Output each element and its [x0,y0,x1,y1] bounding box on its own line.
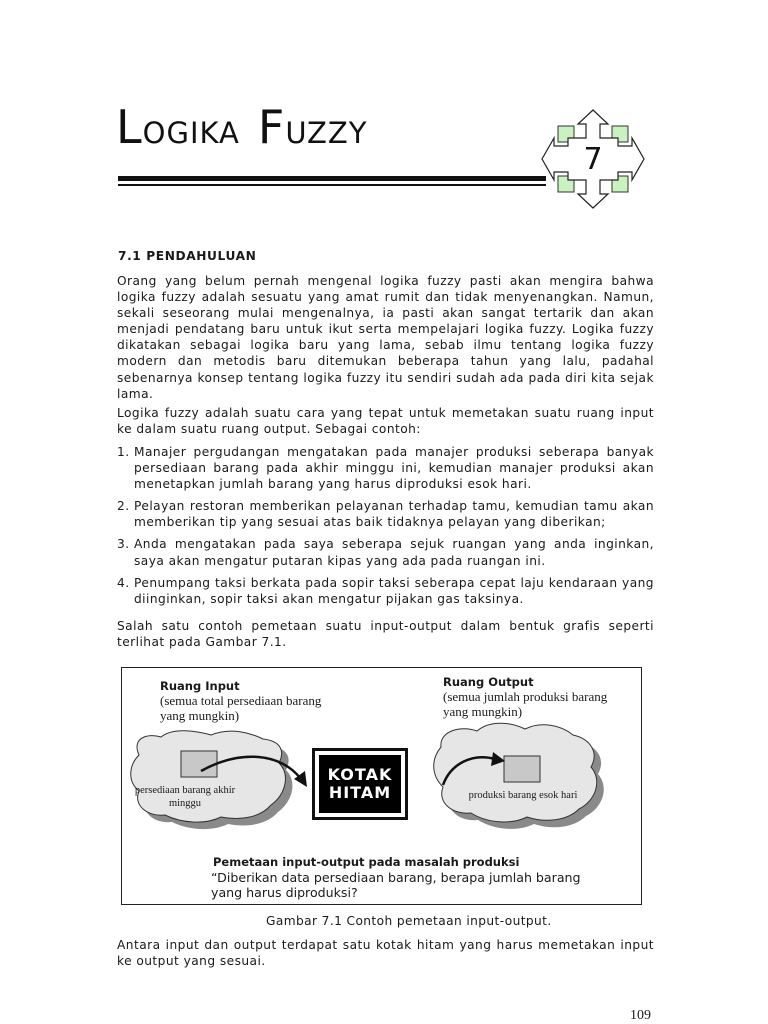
paragraph-intro: Orang yang belum pernah mengenal logika fuzzy pasti akan mengira bahwa logika fuzzy adalah sesuatu yang amat rumit dan tidak menyenangkan. Namun, sekali seseorang mulai mengenalnya, ia pasti akan sangat tertarik dan akan menjadi pendatang baru untuk ikut serta mempelajari logika fuzzy. Logika fuzzy dikatakan sebagai logika baru yang lama, sebab ilmu tentang logika fuzzy modern dan metodis baru ditemukan beberapa tahun yang lalu, padahal sebenarnya konsep tentang logika fuzzy itu sendiri sudah ada pada diri kita sejak lama. [117,274,654,401]
input-space-title: Ruang Input [160,679,240,693]
chapter-number-badge [540,108,646,210]
list-text: Pelayan restoran memberikan pelayanan terhadap tamu, kemudian tamu akan memberikan tip yang sesuai atas baik tidaknya pelayan yang diberikan; [134,499,654,530]
title-underline-thin [118,184,546,186]
black-box [312,748,408,820]
list-number: 3. [117,537,130,552]
output-space-description: (semua jumlah produksi barang yang mungkin) [443,689,608,719]
paragraph-definition: Logika fuzzy adalah suatu cara yang tepat untuk memetakan suatu ruang input ke dalam suatu ruang output. Sebagai contoh: [117,406,654,437]
chapter-title [116,100,368,154]
title-rest-uzzy: UZZY [285,116,368,150]
input-value-box [181,751,217,777]
figure-caption: Gambar 7.1 Contoh pemetaan input-output. [266,914,552,928]
list-text: Anda mengatakan pada saya seberapa sejuk ruangan yang anda inginkan, saya akan mengatur putaran kipas yang ada pada ruangan ini. [134,537,654,568]
mapping-description: “Diberikan data persediaan barang, berapa jumlah barang yang harus diproduksi? [211,870,581,900]
title-cap-l: L [116,100,143,154]
list-item [117,498,654,530]
list-item [117,575,654,607]
list-number: 2. [117,499,130,514]
section-heading: 7.1 PENDAHULUAN [118,249,257,263]
title-rest-ogika: OGIKA [142,116,240,150]
black-box-label-line1: KOTAK [327,765,393,784]
list-number: 4. [117,575,130,590]
page-number: 109 [630,1008,651,1023]
mapping-title: Pemetaan input-output pada masalah produksi [213,855,520,869]
paragraph-figure-intro: Salah satu contoh pemetaan suatu input-output dalam bentuk grafis seperti terlihat pada Gambar 7.1. [117,619,654,650]
list-number: 1. [117,445,130,459]
output-space-title: Ruang Output [443,675,534,689]
list-item [117,444,654,492]
title-underline-thick [118,176,546,181]
list-text: Manajer pergudangan mengatakan pada manajer produksi seberapa banyak persediaan barang pada akhir minggu ini, kemudian manajer produksi akan menetapkan jumlah barang yang harus diproduksi esok hari. [134,445,654,492]
list-text: Penumpang taksi berkata pada sopir taksi seberapa cepat laju kendaraan yang diinginkan, sopir taksi akan mengatur pijakan gas taksinya. [134,575,654,606]
paragraph-conclusion: Antara input dan output terdapat satu kotak hitam yang harus memetakan input ke output yang sesuai. [117,938,654,969]
input-space-description: (semua total persediaan barang yang mungkin) [160,693,322,723]
output-value-box [504,756,540,782]
example-list [117,444,654,613]
output-blob-label: produksi barang esok hari [468,790,578,801]
title-cap-f: F [257,100,286,154]
chapter-number: 7 [583,142,603,177]
input-blob-label: persediaan barang akhir minggu [134,785,236,809]
black-box-label-line2: HITAM [328,783,392,802]
list-item [117,536,654,568]
